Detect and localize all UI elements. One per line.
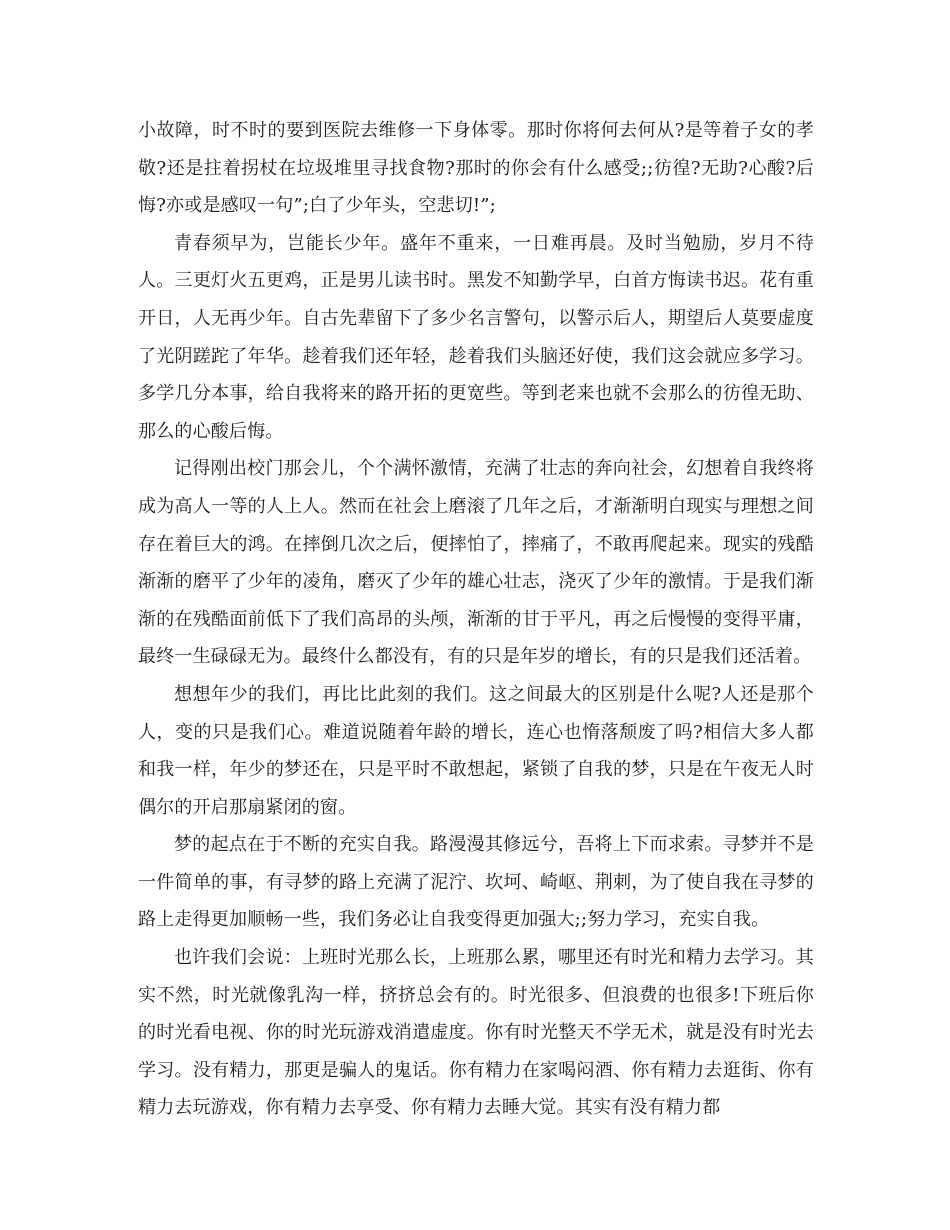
- paragraph-graduation: 记得刚出校门那会儿，个个满怀激情，充满了壮志的奔向社会，幻想着自我终将成为高人一等的人上人。然而在社会上磨滚了几年之后，才渐渐明白现实与理想之间存在着巨大的鸿。在摔倒几次之后，便摔怕了，摔痛了，不敢再爬起来。现实的残酷渐渐的磨平了少年的凌角，磨灭了少年的雄心壮志，浇灭了少年的激情。于是我们渐渐的在残酷面前低下了我们高昂的头颅，渐渐的甘于平凡，再之后慢慢的变得平庸，最终一生碌碌无为。最终什么都没有，有的只是年岁的增长，有的只是我们还活着。: [138, 458, 814, 668]
- paragraph-youth: 青春须早为，岂能长少年。盛年不重来，一日难再晨。及时当勉励，岁月不待人。三更灯火五更鸡，正是男儿读书时。黑发不知勤学早，白首方悔读书迟。花有重开日，人无再少年。自古先辈留下了多少名言警句，以警示后人，期望后人莫要虚度了光阴蹉跎了年华。趁着我们还年轻，趁着我们头脑还好使，我们这会就应多学习。多学几分本事，给自我将来的路开拓的更宽些。等到老来也就不会那么的彷徨无助、那么的心酸后悔。: [138, 232, 814, 442]
- paragraph-continuation: 小故障，时不时的要到医院去维修一下身体零。那时你将何去何从?是等着子女的孝敬?还是拄着拐杖在垃圾堆里寻找食物?那时的你会有什么感受;;彷徨?无助?心酸?后悔?亦或是感叹一句”;白了少年头，空悲切!”;: [138, 120, 814, 217]
- paragraph-dream: 梦的起点在于不断的充实自我。路漫漫其修远兮，吾将上下而求索。寻梦并不是一件简单的事，有寻梦的路上充满了泥泞、坎坷、崎岖、荆刺，为了使自我在寻梦的路上走得更加顺畅一些，我们务必让自我变得更加强大;;努力学习，充实自我。: [138, 834, 814, 931]
- paragraph-time: 也许我们会说：上班时光那么长，上班那么累，哪里还有时光和精力去学习。其实不然，时光就像乳沟一样，挤挤总会有的。时光很多、但浪费的也很多!下班后你的时光看电视、你的时光玩游戏消遣虚度。你有时光整天不学无术，就是没有时光去学习。没有精力，那更是骗人的鬼话。你有精力在家喝闷酒、你有精力去逛街、你有精力去玩游戏，你有精力去享受、你有精力去睡大觉。其实有没有精力都: [138, 947, 814, 1119]
- paragraph-reflection: 想想年少的我们，再比比此刻的我们。这之间最大的区别是什么呢?人还是那个人，变的只是我们心。难道说随着年龄的增长，连心也惰落颓废了吗?相信大多人都和我一样，年少的梦还在，只是平时不敢想起，紧锁了自我的梦，只是在午夜无人时偶尔的开启那扇紧闭的窗。: [138, 683, 814, 818]
